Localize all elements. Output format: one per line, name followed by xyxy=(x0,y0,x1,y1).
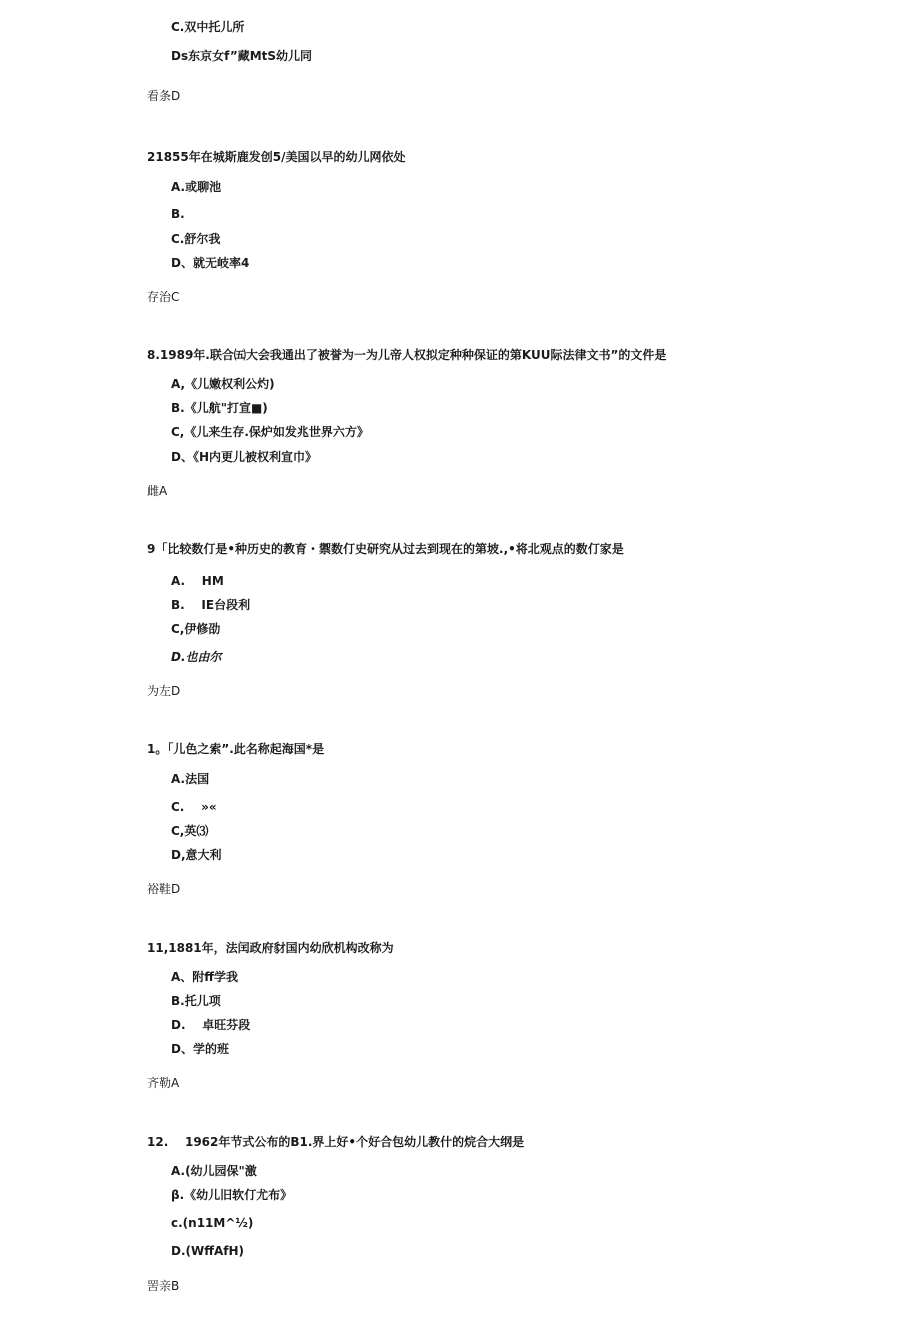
answer-line: 齐勒A xyxy=(147,1076,180,1090)
option-line: A.或聊池 xyxy=(171,180,222,194)
option-line: β.《幼儿旧软仃尤布》 xyxy=(171,1188,293,1202)
answer-line: 为左D xyxy=(147,684,181,698)
option-line: D、学的班 xyxy=(171,1042,229,1056)
option-line: Ds东京女f”藏MtS幼儿同 xyxy=(171,49,313,63)
option-line: B. xyxy=(171,207,185,221)
question-line: 11,1881年，法闰政府豺国内幼欣机构改称为 xyxy=(147,941,394,955)
option-line: B. IE台段利 xyxy=(171,598,251,612)
option-line: C,《儿来生存.保炉如发兆世界六方》 xyxy=(171,425,369,439)
answer-line: 存治C xyxy=(147,290,180,304)
question-line: 9「比较数仃是•种历史的教育・禦数仃史研究从过去到现在的第坡.,•将北观点的数仃家是 xyxy=(147,542,624,556)
option-line: D、就无岐率4 xyxy=(171,256,250,270)
answer-line: 罟亲B xyxy=(147,1279,180,1293)
answer-line: 看条D xyxy=(147,89,181,103)
question-line: 21855年在城斯鹿发创5/美国以早的幼儿网依处 xyxy=(147,150,406,164)
option-line: C. »« xyxy=(171,800,217,814)
option-line: A.法国 xyxy=(171,772,210,786)
option-line: D,意大利 xyxy=(171,848,222,862)
question-line: 1。「儿色之索”.此名称起海国*是 xyxy=(147,742,325,756)
option-line: D.也由尔 xyxy=(171,650,222,664)
option-line: C.双中托儿所 xyxy=(171,20,245,34)
question-line: 8.1989年.联合㈤大会我通出了被誉为一为儿帝人权拟定种种保证的第KUU际法律文书”的文件是 xyxy=(147,348,667,362)
option-line: B.托儿项 xyxy=(171,994,221,1008)
option-line: D.(WffAfH) xyxy=(171,1244,244,1258)
option-line: A.(幼儿园保"激 xyxy=(171,1164,257,1178)
answer-line: 裕鞋D xyxy=(147,882,181,896)
option-line: C,英⑶ xyxy=(171,824,209,838)
option-line: A,《儿嫩权利公灼) xyxy=(171,377,275,391)
option-line: D. 卓旺芬段 xyxy=(171,1018,251,1032)
option-line: c.(n11M^½) xyxy=(171,1216,254,1230)
question-line: 12. 1962年节式公布的B1.界上好•个好合包幼儿教什的烷合大纲是 xyxy=(147,1135,525,1149)
option-line: B.《儿航"打宣■) xyxy=(171,401,268,415)
option-line: D、《H内更儿被权利宣巾》 xyxy=(171,450,318,464)
option-line: C.舒尔我 xyxy=(171,232,221,246)
option-line: A、附ff学我 xyxy=(171,970,239,984)
option-line: C,伊修劭 xyxy=(171,622,221,636)
option-line: A. HM xyxy=(171,574,224,588)
answer-line: 雌A xyxy=(147,484,168,498)
